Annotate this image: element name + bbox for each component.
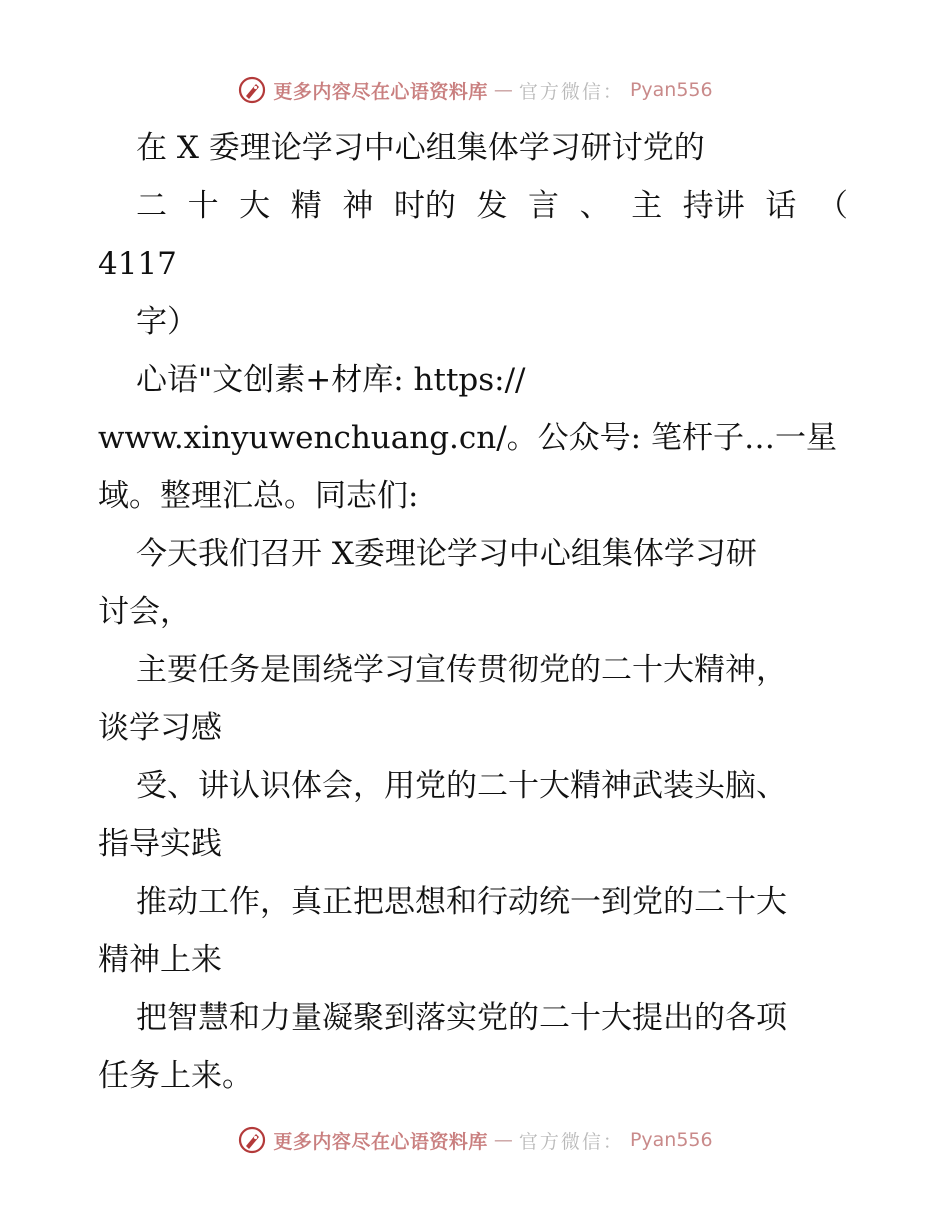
watermark-prefix: 更多内容尽在心语资料库 bbox=[273, 80, 488, 103]
header-watermark bbox=[0, 72, 950, 108]
source-line-1: 心语"文创素+材库: https:// bbox=[136, 362, 526, 398]
source-line-2: www.xinyuwenchuang.cn/。公众号: 笔杆子…一星 bbox=[98, 420, 837, 456]
title-char: 发 bbox=[476, 188, 508, 224]
title-char: 言 bbox=[528, 188, 560, 224]
title-char: 持讲 bbox=[682, 188, 745, 224]
paragraph-line: 谈学习感 bbox=[98, 710, 222, 746]
title-char: 神 bbox=[342, 188, 374, 224]
watermark-prefix: 更多内容尽在心语资料库 bbox=[273, 1130, 488, 1153]
title-char: 十 bbox=[187, 188, 219, 224]
watermark-separator: — bbox=[493, 1129, 513, 1151]
title-line-1: 在 X 委理论学习中心组集体学习研讨党的 bbox=[136, 130, 705, 166]
title-char: （ bbox=[816, 188, 848, 224]
paragraph-line: 把智慧和力量凝聚到落实党的二十大提出的各项 bbox=[136, 1000, 787, 1036]
paragraph-line: 讨会， bbox=[98, 594, 191, 630]
watermark-wechat-id: Pyan556 bbox=[629, 79, 713, 101]
pen-nib-logo-icon bbox=[237, 75, 267, 105]
title-line-3: 4117 bbox=[98, 246, 177, 282]
title-char: 大 bbox=[239, 188, 271, 224]
watermark-separator: — bbox=[493, 79, 513, 101]
paragraph-line: 受、讲认识体会，用党的二十大精神武装头脑、 bbox=[136, 768, 787, 804]
title-char: 主 bbox=[631, 188, 663, 224]
watermark-wechat-id: Pyan556 bbox=[629, 1129, 713, 1151]
watermark-wechat-label: 官方微信： bbox=[518, 1130, 624, 1153]
paragraph-line: 推动工作，真正把思想和行动统一到党的二十大 bbox=[136, 884, 787, 920]
paragraph-line: 主要任务是围绕学习宣传贯彻党的二十大精神， bbox=[136, 652, 787, 688]
title-char: 二 bbox=[136, 188, 167, 224]
paragraph-line: 指导实践 bbox=[98, 826, 222, 862]
paragraph-line: 今天我们召开 X委理论学习中心组集体学习研 bbox=[136, 536, 757, 572]
paragraph-line: 精神上来 bbox=[98, 942, 222, 978]
watermark-wechat-label: 官方微信： bbox=[518, 80, 624, 103]
source-line-3: 域。整理汇总。同志们: bbox=[98, 478, 419, 514]
title-char: 、 bbox=[579, 188, 611, 224]
title-char: 话 bbox=[765, 188, 797, 224]
footer-watermark bbox=[0, 1122, 950, 1158]
title-char: 精 bbox=[290, 188, 322, 224]
paragraph-line: 任务上来。 bbox=[98, 1058, 253, 1094]
pen-nib-logo-icon bbox=[237, 1125, 267, 1155]
title-line-2 bbox=[136, 184, 848, 228]
title-char: 时的 bbox=[393, 188, 456, 224]
title-line-4: 字） bbox=[136, 304, 198, 340]
